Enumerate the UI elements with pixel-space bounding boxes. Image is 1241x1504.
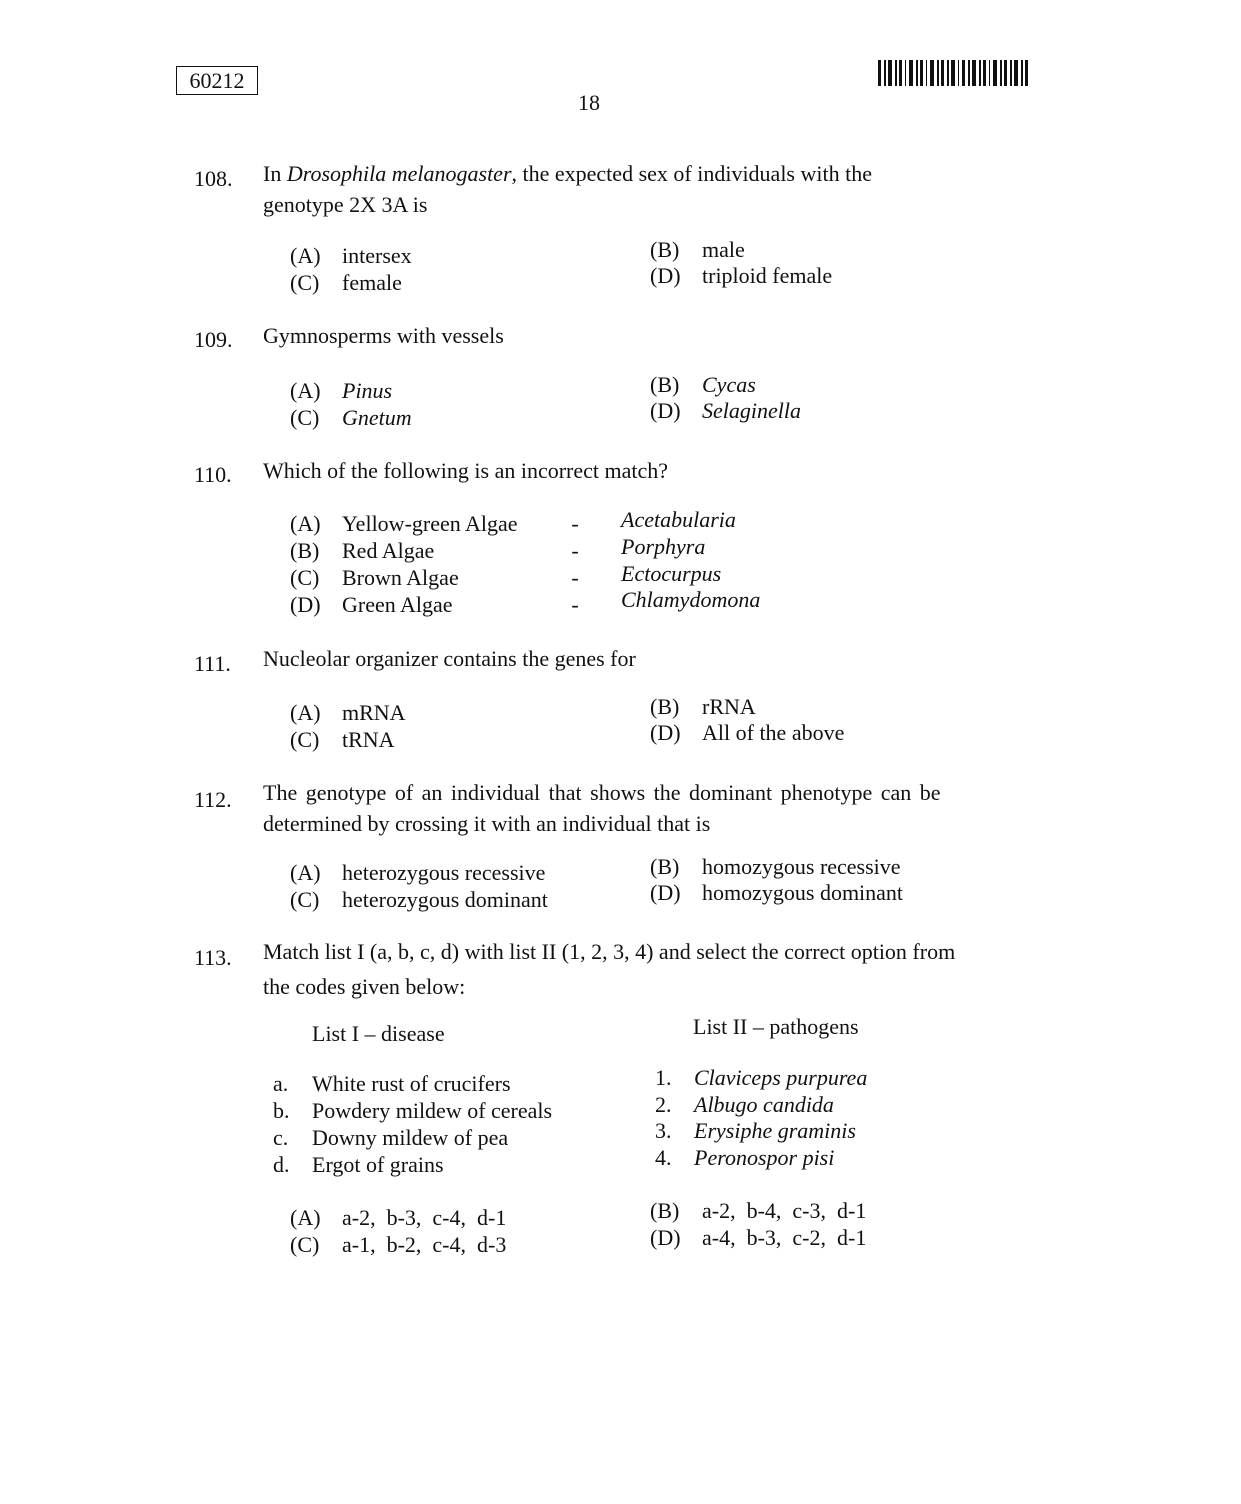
option-a[interactable]: (A) mRNA	[290, 700, 406, 725]
list2-item: 1. Claviceps purpurea	[655, 1065, 868, 1090]
question-number: 110.	[194, 462, 232, 487]
match-dash: -	[571, 565, 579, 590]
match-dash: -	[571, 511, 579, 536]
question-number: 113.	[194, 945, 232, 970]
match-answer: Ectocurpus	[621, 561, 722, 586]
option-a[interactable]: (A) Pinus	[290, 378, 393, 403]
option-b[interactable]: (B) Cycas	[650, 372, 756, 397]
question-text: The genotype of an individual that shows the dominant phenotype can be determined by crossing it with an individual that is	[263, 780, 941, 836]
question-number: 109.	[194, 327, 233, 352]
option-d[interactable]: (D) triploid female	[650, 263, 833, 288]
list1-item: d. Ergot of grains	[273, 1152, 444, 1177]
question-text: Gymnosperms with vessels	[263, 323, 504, 348]
list1-item: a. White rust of crucifers	[273, 1071, 511, 1096]
list1-title: List I – disease	[312, 1021, 445, 1046]
option-a[interactable]: (A) heterozygous recessive	[290, 860, 546, 885]
list2-title: List II – pathogens	[693, 1014, 859, 1039]
match-answer: Chlamydomona	[621, 587, 761, 612]
option-d[interactable]: (D) a-4, b-3, c-2, d-1	[650, 1225, 867, 1250]
option-c[interactable]: (C) a-1, b-2, c-4, d-3	[290, 1232, 507, 1257]
match-row-d[interactable]: (D) Green Algae	[290, 592, 453, 617]
question-text: Nucleolar organizer contains the genes for	[263, 646, 636, 671]
match-row-c[interactable]: (C) Brown Algae	[290, 565, 459, 590]
question-text: In Drosophila melanogaster, the expected sex of individuals with the genotype 2X 3A is	[263, 161, 872, 217]
list2-item: 2. Albugo candida	[655, 1092, 834, 1117]
match-answer: Porphyra	[621, 534, 706, 559]
paper-code-box: 60212	[176, 66, 258, 95]
question-number: 108.	[194, 166, 233, 191]
question-number: 111.	[194, 651, 231, 676]
option-c[interactable]: (C) female	[290, 270, 402, 295]
barcode-image	[878, 60, 1030, 86]
option-b[interactable]: (B) homozygous recessive	[650, 854, 901, 879]
option-d[interactable]: (D) homozygous dominant	[650, 880, 904, 905]
list2-item: 4. Peronospor pisi	[655, 1145, 835, 1170]
option-c[interactable]: (C) Gnetum	[290, 405, 412, 430]
option-c[interactable]: (C) heterozygous dominant	[290, 887, 548, 912]
match-dash: -	[571, 538, 579, 563]
question-number: 112.	[194, 787, 232, 812]
option-b[interactable]: (B) a-2, b-4, c-3, d-1	[650, 1198, 867, 1223]
option-a[interactable]: (A) a-2, b-3, c-4, d-1	[290, 1205, 507, 1230]
option-d[interactable]: (D) Selaginella	[650, 398, 801, 423]
match-answer: Acetabularia	[621, 507, 736, 532]
question-text: Match list I (a, b, c, d) with list II (1, 2, 3, 4) and select the correct option from the codes given below:	[263, 939, 956, 999]
option-b[interactable]: (B) rRNA	[650, 694, 756, 719]
match-dash: -	[571, 592, 579, 617]
question-text: Which of the following is an incorrect match?	[263, 458, 669, 483]
list2-item: 3. Erysiphe graminis	[655, 1118, 856, 1143]
list1-item: b. Powdery mildew of cereals	[273, 1098, 553, 1123]
option-b[interactable]: (B) male	[650, 237, 745, 262]
option-a[interactable]: (A) intersex	[290, 243, 412, 268]
option-d[interactable]: (D) All of the above	[650, 720, 845, 745]
list1-item: c. Downy mildew of pea	[273, 1125, 509, 1150]
page-number: 18	[578, 90, 600, 115]
option-c[interactable]: (C) tRNA	[290, 727, 395, 752]
match-row-b[interactable]: (B) Red Algae	[290, 538, 435, 563]
match-row-a[interactable]: (A) Yellow-green Algae	[290, 511, 518, 536]
